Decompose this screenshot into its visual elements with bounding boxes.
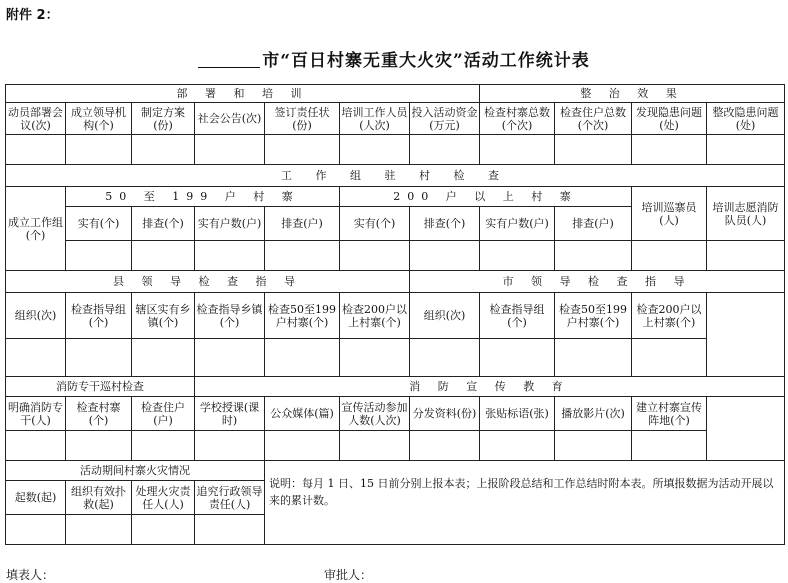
data-cell[interactable] [340, 241, 410, 271]
data-cell[interactable] [410, 431, 480, 461]
data-cell[interactable] [132, 339, 195, 377]
col-b-households-inspected: 排查(户) [555, 207, 632, 241]
data-cell[interactable] [707, 135, 785, 165]
data-cell[interactable] [195, 339, 265, 377]
data-cell[interactable] [555, 135, 632, 165]
approver-label: 审批人： [324, 568, 373, 582]
table-row [6, 431, 785, 461]
col-plans: 制定方案(份) [132, 103, 195, 135]
col-participants: 宣传活动参加人数(人次) [340, 397, 410, 431]
rectification-header: 整 治 效 果 [480, 85, 785, 103]
col-city-50-199: 检查50至199户村寨(个) [555, 293, 632, 339]
data-cell[interactable] [195, 515, 265, 545]
col-responsibility-letters: 签订责任状(份) [265, 103, 340, 135]
data-cell[interactable] [6, 431, 66, 461]
data-cell[interactable] [6, 135, 66, 165]
data-cell[interactable] [6, 515, 66, 545]
col-households-checked: 检查住户总数(个次) [555, 103, 632, 135]
col-county-organized: 组织(次) [6, 293, 66, 339]
blank-cell [707, 397, 785, 461]
col-county-200-plus: 检查200户以上村寨(个) [340, 293, 410, 339]
data-cell[interactable] [480, 241, 555, 271]
col-county-groups: 检查指导组(个) [66, 293, 132, 339]
city-blank-line[interactable] [198, 53, 260, 68]
data-cell[interactable] [195, 431, 265, 461]
col-fire-officers: 明确消防专干(人) [6, 397, 66, 431]
data-cell[interactable] [195, 135, 265, 165]
data-cell[interactable] [340, 431, 410, 461]
col-films: 播放影片(次) [555, 397, 632, 431]
col-fire-count: 起数(起) [6, 481, 66, 515]
col-b-households: 实有户数(户) [480, 207, 555, 241]
data-cell[interactable] [340, 135, 410, 165]
filler-label: 填表人： [6, 568, 55, 582]
col-hazards-fixed: 整改隐患问题(处) [707, 103, 785, 135]
data-cell[interactable] [480, 339, 555, 377]
fire-officer-header: 消防专干巡村检查 [6, 377, 195, 397]
col-trained-volunteers: 培训志愿消防队员(人) [707, 187, 785, 241]
data-cell[interactable] [555, 431, 632, 461]
data-cell[interactable] [66, 431, 132, 461]
col-a-households: 实有户数(户) [195, 207, 265, 241]
data-cell[interactable] [632, 339, 707, 377]
col-trained-patrollers: 培训巡寨员(人) [632, 187, 707, 241]
group-200-plus-header: 200 户 以 上 村 寨 [340, 187, 632, 207]
col-public-notices: 社会公告(次) [195, 103, 265, 135]
data-cell[interactable] [66, 135, 132, 165]
col-work-groups: 成立工作组(个) [6, 187, 66, 271]
data-cell[interactable] [632, 431, 707, 461]
col-responsible-handled: 处理火灾责任人(人) [132, 481, 195, 515]
data-cell[interactable] [632, 241, 707, 271]
data-cell[interactable] [66, 241, 132, 271]
data-cell[interactable] [265, 241, 340, 271]
data-cell[interactable] [555, 339, 632, 377]
data-cell[interactable] [195, 241, 265, 271]
data-cell[interactable] [555, 241, 632, 271]
col-county-townships-checked: 检查指导乡镇(个) [195, 293, 265, 339]
col-county-50-199: 检查50至199户村寨(个) [265, 293, 340, 339]
data-cell[interactable] [265, 135, 340, 165]
data-cell[interactable] [707, 241, 785, 271]
col-funds: 投入活动资金(万元) [410, 103, 480, 135]
attachment-label: 附件 2： [6, 8, 59, 23]
data-cell[interactable] [632, 135, 707, 165]
blank-cell [707, 293, 785, 377]
page-title [0, 46, 788, 71]
col-mobilization-meetings: 动员部署会议(次) [6, 103, 66, 135]
col-city-organized: 组织(次) [410, 293, 480, 339]
col-b-existing: 实有(个) [340, 207, 410, 241]
col-materials: 分发资料(份) [410, 397, 480, 431]
fire-incidents-header: 活动期间村寨火灾情况 [6, 461, 265, 481]
data-cell[interactable] [132, 241, 195, 271]
table-row [6, 241, 785, 271]
col-hazards-found: 发现隐患问题(处) [632, 103, 707, 135]
col-county-townships: 辖区实有乡镇(个) [132, 293, 195, 339]
col-b-inspected: 排查(个) [410, 207, 480, 241]
fire-education-header: 消 防 宣 传 教 育 [195, 377, 785, 397]
col-a-inspected: 排查(个) [132, 207, 195, 241]
col-city-groups: 检查指导组(个) [480, 293, 555, 339]
data-cell[interactable] [265, 339, 340, 377]
col-a-existing: 实有(个) [66, 207, 132, 241]
deploy-training-header: 部 署 和 培 训 [6, 85, 480, 103]
col-trained-staff: 培训工作人员(人次) [340, 103, 410, 135]
city-leaders-header: 市 领 导 检 查 指 导 [410, 271, 785, 293]
data-cell[interactable] [340, 339, 410, 377]
col-officer-villages: 检查村寨(个) [66, 397, 132, 431]
data-cell[interactable] [6, 339, 66, 377]
data-cell[interactable] [66, 515, 132, 545]
col-admin-accountability: 追究行政领导责任(人) [195, 481, 265, 515]
col-a-households-inspected: 排查(户) [265, 207, 340, 241]
col-school-lessons: 学校授课(课时) [195, 397, 265, 431]
data-cell[interactable] [132, 431, 195, 461]
data-cell[interactable] [410, 135, 480, 165]
data-cell[interactable] [66, 339, 132, 377]
col-leading-bodies: 成立领导机构(个) [66, 103, 132, 135]
data-cell[interactable] [480, 431, 555, 461]
data-cell[interactable] [410, 339, 480, 377]
table-row [6, 135, 785, 165]
data-cell[interactable] [480, 135, 555, 165]
col-slogans: 张贴标语(张) [480, 397, 555, 431]
col-media: 公众媒体(篇) [265, 397, 340, 431]
data-cell[interactable] [265, 431, 340, 461]
col-effective-rescue: 组织有效扑救(起) [66, 481, 132, 515]
col-officer-households: 检查住户(户) [132, 397, 195, 431]
col-city-200-plus: 检查200户以上村寨(个) [632, 293, 707, 339]
statistics-table [5, 84, 785, 545]
work-group-header: 工 作 组 驻 村 检 查 [6, 165, 785, 187]
group-50-199-header: 50 至 199 户 村 寨 [66, 187, 340, 207]
county-leaders-header: 县 领 导 检 查 指 导 [6, 271, 410, 293]
instructions-note: 说明：每月 1 日、15 日前分别上报本表；上报阶段总结和工作总结时附本表。所填报数据为活动开展以来的累计数。 [265, 461, 785, 545]
table-row [6, 339, 785, 377]
data-cell[interactable] [132, 135, 195, 165]
data-cell[interactable] [132, 515, 195, 545]
col-propaganda-sites: 建立村寨宣传阵地(个) [632, 397, 707, 431]
title-text: 市“百日村寨无重大火灾”活动工作统计表 [262, 51, 590, 71]
col-villages-checked: 检查村寨总数(个次) [480, 103, 555, 135]
data-cell[interactable] [410, 241, 480, 271]
